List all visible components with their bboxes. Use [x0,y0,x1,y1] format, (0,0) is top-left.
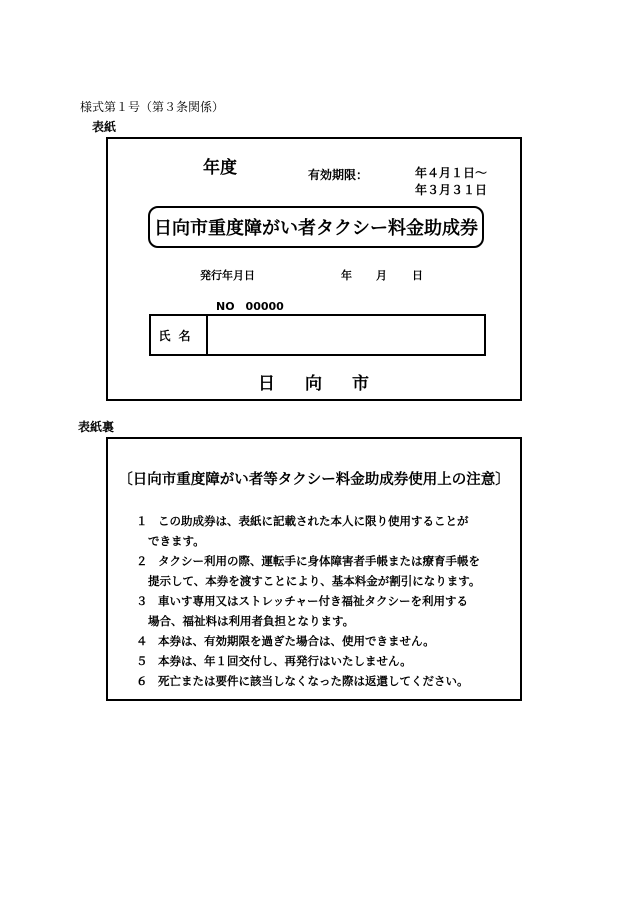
serial-number: NO 00000 [216,300,284,313]
notice-text: タクシー利用の際、運転手に身体障害者手帳または療育手帳を [158,554,480,568]
notice-text: 本券は、年１回交付し、再発行はいたしません。 [158,654,412,668]
notice-text-continued: 提示して、本券を渡すことにより、基本料金が割引になります。 [148,574,481,588]
notice-number: ６ [136,674,148,688]
ticket-back-cover [106,437,522,701]
usage-notice-list [136,511,480,691]
city-name: 日向市 [258,374,399,394]
notice-text-continued: 場合、福祉料は利用者負担となります。 [148,614,355,628]
notice-item [136,651,480,671]
usage-notice-title: 〔日向市重度障がい者等タクシー料金助成券使用上の注意〕 [118,472,510,488]
issue-year-unit: 年 [341,269,352,282]
ticket-front-cover [106,137,522,401]
name-label: 氏名 [151,316,208,354]
notice-item [136,631,480,651]
back-cover-label: 表紙裏 [78,420,115,434]
notice-number: ３ [136,594,148,608]
fiscal-year: 年度 [203,158,237,178]
notice-text: 死亡または要件に該当しなくなった際は返還してください。 [158,674,469,688]
name-field [149,314,486,356]
notice-text: 車いす専用又はストレッチャー付き福祉タクシーを利用する [158,594,469,608]
issue-month-unit: 月 [376,269,387,282]
notice-text: 本券は、有効期限を過ぎた場合は、使用できません。 [158,634,435,648]
notice-item [136,511,480,551]
form-number: 様式第１号（第３条関係） [80,100,225,114]
notice-number: ５ [136,654,148,668]
notice-text-continued: できます。 [148,534,205,548]
notice-item [136,551,480,591]
validity-end: 年３月３１日 [415,183,488,197]
ticket-title [148,206,484,248]
ticket-title-text: 日向市重度障がい者タクシー料金助成券 [154,218,478,239]
notice-item [136,591,480,631]
notice-number: ２ [136,554,148,568]
name-value [208,316,484,354]
validity-start: 年４月１日～ [415,166,488,180]
notice-text: この助成券は、表紙に記載された本人に限り使用することが [158,514,469,528]
front-cover-label: 表紙 [92,120,117,134]
notice-number: ４ [136,634,148,648]
notice-item [136,671,480,691]
issue-day-unit: 日 [412,269,423,282]
validity-label: 有効期限： [308,168,369,182]
issue-date-label: 発行年月日 [200,269,255,282]
notice-number: １ [136,514,148,528]
